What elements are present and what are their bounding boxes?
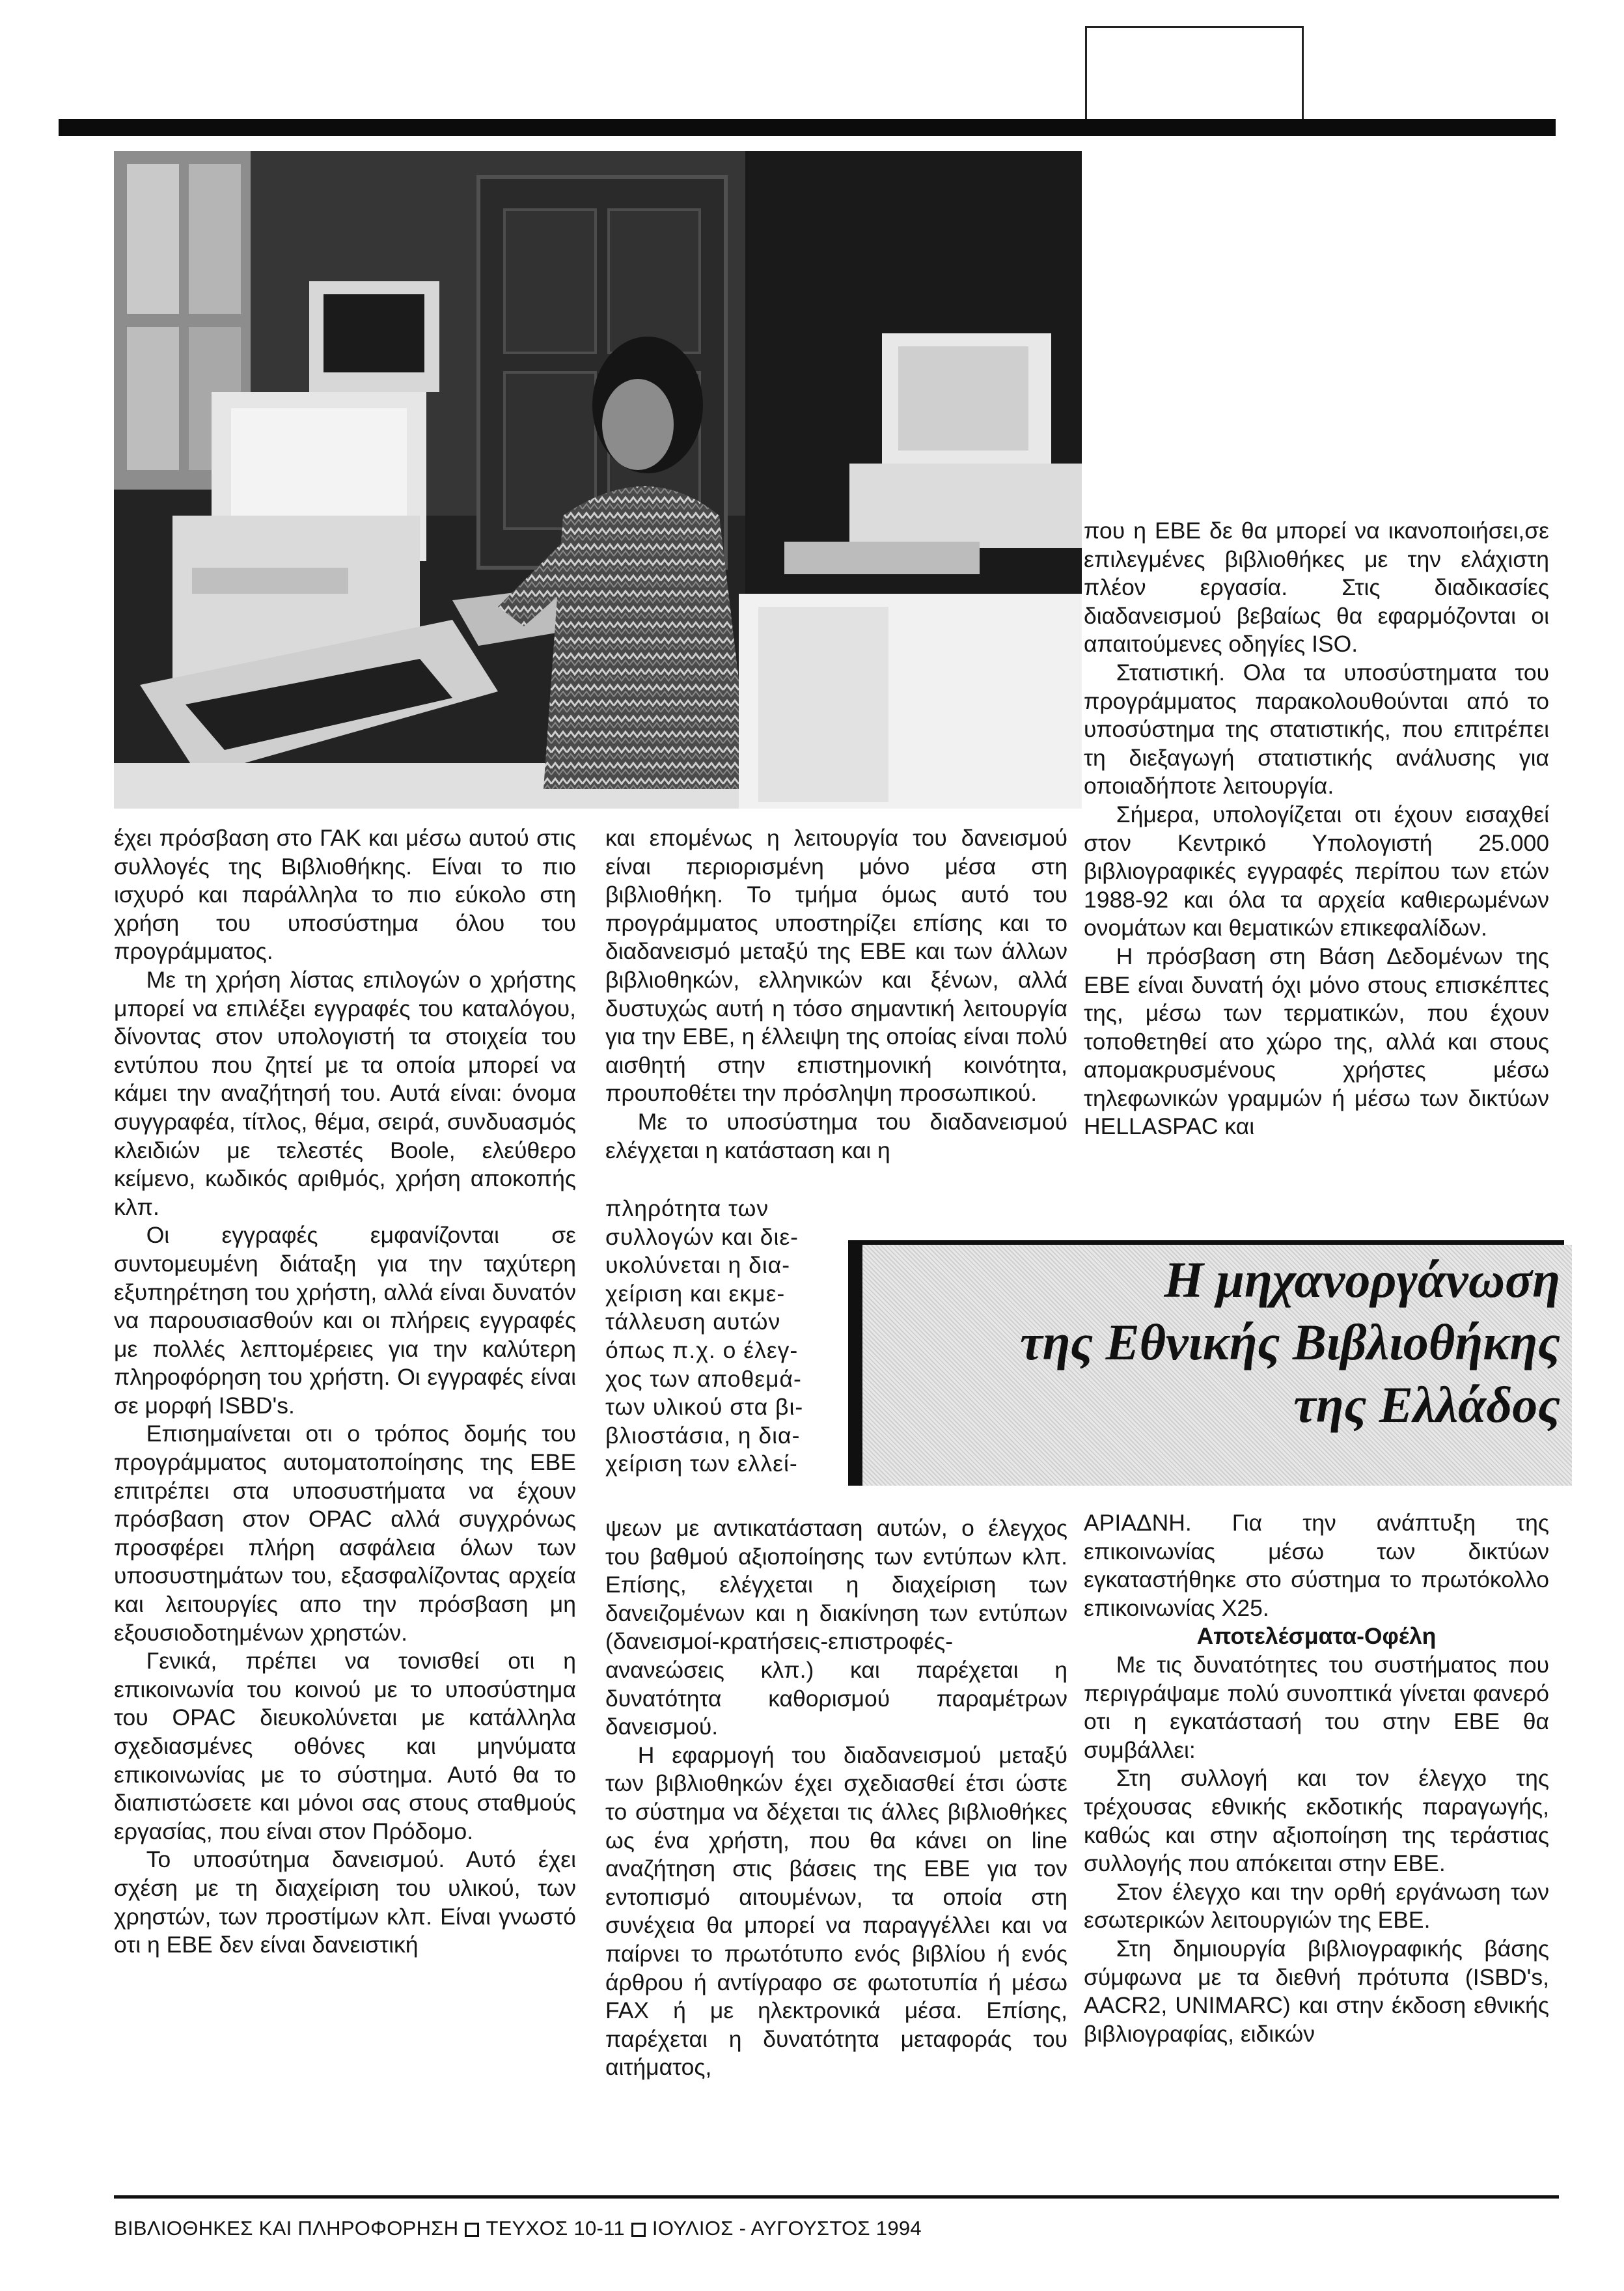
col3-bottom-paragraph-3: Στον έλεγχο και την ορθή εργάνωση των εσωτερικών λειτουργιών της ΕΒΕ.: [1084, 1878, 1549, 1934]
column-2-narrow-section: [605, 1195, 846, 1479]
narrow-line-4: χείριση και εκμε-: [605, 1280, 786, 1307]
col2-bottom-paragraph-2: Η εφαρμογή του διαδανεισμού μεταξύ των βιβλιοθηκών έχει σχεδιασθεί έτσι ώστε το σύστημα να δέχεται τις άλλες βιβλιοθήκες ως ένα χρήστη, που θα κάνει on line αναζήτηση στις βάσεις της ΕΒΕ για τον εντοπισμό αιτουμένων, τα οποία στη συνέχεια θα μπορεί να παραγγέλλει και να παίρνει το πρωτότυπο ενός βιβλίου ή ενός άρθρου ή αντίγραφο σε φωτοτυπία ή μέσω FAX ή με ηλεκτρονικά μέσα. Επίσης, παρέχεται η δυνατότητα μεταφοράς του αιτήματος,: [605, 1742, 1067, 2081]
narrow-line-6: όπως π.χ. ο έλεγ-: [605, 1337, 799, 1363]
col3-bottom-intro: ΑΡΙΑΔΝΗ. Για την ανάπτυξη της επικοινωνίας μέσω των δικτύων εγκαταστήθηκε στο σύστημα το πρωτόκολλο επικοινωνίας Χ25.: [1084, 1510, 1549, 1621]
photo-library-workstations: [114, 151, 1082, 809]
footer-issue: ΤΕΥΧΟΣ 10-11: [486, 2217, 625, 2240]
col1-paragraph-6: Το υποσύτημα δανεισμού. Αυτό έχει σχέση με τη διαχείριση του υλικού, των χρηστών, των προστίμων κλπ. Είναι γνωστό οτι η ΕΒΕ δεν είναι δανειστική: [114, 1846, 576, 1958]
article-title-box: [848, 1245, 1572, 1486]
col2-paragraph-2: Με το υποσύστημα του διαδανεισμού ελέγχεται η κατάσταση και η: [605, 1108, 1067, 1163]
col1-paragraph-1: έχει πρόσβαση στο ΓΑΚ και μέσω αυτού στις συλλογές της Βιβλιοθήκης. Είναι το πιο ισχυρό και παράλληλα το πιο εύκολο στη χρήση του υποσύστημα όλου του προγράμματος.: [114, 825, 576, 965]
col1-paragraph-3: Οι εγγραφές εμφανίζονται σε συντομευμένη διάταξη για την ταχύτερη εξυπηρέτηση του χρήστη, αλλά είναι δυνατόν να παρουσιασθούν και οι πλήρεις εγγραφές με πολλές λεπτομέρειες για την καλύτερη πληροφόρηση του χρήστη. Οι εγγραφές είναι σε μορφή ISBD's.: [114, 1222, 576, 1419]
narrow-line-2: συλλογών και διε-: [605, 1223, 799, 1250]
bottom-rule: [114, 2195, 1559, 2199]
title-line-2: της Εθνικής Βιβλιοθήκης: [1019, 1314, 1560, 1370]
narrow-line-7: χος των αποθεμά-: [605, 1365, 802, 1392]
col3-paragraph-3: Σήμερα, υπολογίζεται οτι έχουν εισαχθεί στον Κεντρικό Υπολογιστή 25.000 βιβλιογραφικές εγγραφές περίπου των ετών 1988-92 και όλα τα αρχεία καθιερωμένων ονομάτων και θεματικών επικεφαλίδων.: [1084, 801, 1549, 941]
col2-bottom-paragraph-1: ψεων με αντικατάσταση αυτών, ο έλεγχος του βαθμού αξιοποίησης των εντύπων κλπ. Επίσης, ελέγχεται η διαχείριση των δανειζομένων και η διακίνηση των εντύπων (δανεισμοί-κρατήσεις-επιστροφές- ανανεώσεις κλπ.) και παρέχεται η δυνατότητα καθορισμού παραμέτρων δανεισμού.: [605, 1515, 1067, 1740]
section-heading-results: Αποτελέσματα-Οφέλη: [1196, 1623, 1437, 1650]
column-3: [1084, 517, 1549, 1141]
square-bullet-icon: [631, 2223, 646, 2237]
col3-paragraph-1: που η ΕΒΕ δε θα μπορεί να ικανοποιήσει,σε επιλεγμένες βιβλιοθήκες με την ελάχιστη πλέον εργασία. Στις διαδικασίες διαδανεισμού βεβαίως θα εφαρμόζονται οι απαιτούμενες οδηγίες ISO.: [1084, 518, 1549, 658]
col2-paragraph-1: και επομένως η λειτουργία του δανεισμού είναι περιορισμένη μόνο μέσα στη βιβλιοθήκη. Το τμήμα όμως αυτό του προγράμματος υποστηρίζει επίσης και το διαδανεισμό μεταξύ της ΕΒΕ και των άλλων βιβλιοθηκών, ελληνικών και ξένων, αλλά δυστυχώς αυτή η τόσο σημαντική λειτουργία για την ΕΒΕ, η έλλειψη της οποίας είναι πολύ αισθητή στην επιστημονική κοινότητα, προυποθέτει την πρόσληψη προσωπικού.: [605, 825, 1067, 1107]
top-rule: [59, 119, 1556, 136]
col1-paragraph-4: Επισημαίνεται οτι ο τρόπος δομής του προγράμματος αυτοματοποίησης της ΕΒΕ επιτρέπει στα υποσυστήματα να έχουν πρόσβαση στον OPAC αλλά συγχρόνως προσφέρει πλήρη ασφάλεια όλων των υποσυστημάτων του, εξασφαλίζοντας αρχεία και λειτουργίες απο την πρόσβαση μη εξουσιοδοτημένων χρηστών.: [114, 1421, 576, 1646]
article-title: [1020, 1249, 1560, 1436]
header-tab-box: [1085, 26, 1304, 132]
col3-bottom-paragraph-4: Στη δημιουργία βιβλιογραφικής βάσης σύμφωνα με τα διεθνή πρότυπα (ISBD's, AACR2, UNIMARC) και στην έκδοση εθνικής βιβλιογραφίας, ειδικών: [1084, 1935, 1549, 2047]
footer-journal: ΒΙΒΛΙΟΘΗΚΕΣ ΚΑΙ ΠΛΗΡΟΦΟΡΗΣΗ: [114, 2217, 459, 2240]
title-line-1: Η μηχανοργάνωση: [1164, 1251, 1560, 1308]
col3-bottom-paragraph-2: Στη συλλογή και τον έλεγχο της τρέχουσας εθνικής εκδοτικής παραγωγής, καθώς και στην αξιοποίηση της τεράστιας συλλογής που απόκειται στην ΕΒΕ.: [1084, 1765, 1549, 1877]
narrow-line-10: χείριση των ελλεί-: [605, 1451, 798, 1477]
column-2-bottom: [605, 1514, 1067, 2082]
col3-paragraph-4: Η πρόσβαση στη Βάση Δεδομένων της ΕΒΕ είναι δυνατή όχι μόνο στους επισκέπτες της, μέσω των τερματικών, που έχουν τοποθετηθεί ατο χώρο της, αλλά και στους απομακρυσμένους χρήστες μέσω τηλεφωνικών γραμμών ή μέσω των δικτύων HELLASPAC και: [1084, 943, 1549, 1140]
column-2: [605, 824, 1067, 1165]
narrow-line-1: πληρότητα των: [605, 1195, 769, 1221]
col3-paragraph-2: Στατιστική. Ολα τα υποσύστηματα του προγράμματος παρακολουθούνται από το υποσύστημα της στατιστικής, που επιτρέπει τη διεξαγωγή στατιστικής ανάλυσης για οποιαδήποτε λειτουργία.: [1084, 659, 1549, 799]
narrow-line-9: βλιοστάσια, η δια-: [605, 1422, 801, 1449]
col1-paragraph-5: Γενικά, πρέπει να τονισθεί οτι η επικοινωνία του κοινού με το υποσύστημα του OPAC διευκολύνεται με κατάλληλα σχεδιασμένες οθόνες και μηνύματα επικοινωνίας με το σύστημα. Αυτό θα το διαπιστώσετε και μόνοι σας στους σταθμούς εργασίας, που είναι στον Πρόδομο.: [114, 1648, 576, 1844]
column-3-bottom: [1084, 1509, 1549, 2048]
title-line-3: της Ελλάδος: [1293, 1376, 1560, 1433]
col3-bottom-paragraph-1: Με τις δυνατότητες του συστήματος που περιγράψαμε πολύ συνοπτικά γίνεται φανερό οτι η εγκατάστασή του στην ΕΒΕ θα συμβάλλει:: [1084, 1651, 1549, 1763]
column-1: [114, 824, 576, 1960]
square-bullet-icon: [465, 2223, 479, 2237]
photo-illustration: [114, 151, 1082, 809]
narrow-line-8: των υλικού στα βι-: [605, 1394, 804, 1421]
narrow-line-3: υκολύνεται η δια-: [605, 1252, 791, 1279]
footer-date: ΙΟΥΛΙΟΣ - ΑΥΓΟΥΣΤΟΣ 1994: [652, 2217, 922, 2240]
page-footer: [114, 2217, 922, 2240]
col1-paragraph-2: Με τη χρήση λίστας επιλογών ο χρήστης μπορεί να επιλέξει εγγραφές του καταλόγου, δίνοντας στον υπολογιστή τα στοιχεία του εντύπου που ζητεί με τα οποία μπορεί να κάμει την αναζήτησή του. Αυτά είναι: όνομα συγγραφέα, τίτλος, θέμα, σειρά, συνδυασμός κλειδιών με τελεστές Boole, ελεύθερο κείμενο, κωδικός αριθμός, χρήση αποκοπής κλπ.: [114, 966, 576, 1220]
narrow-line-5: τάλλευση αυτών: [605, 1309, 781, 1335]
